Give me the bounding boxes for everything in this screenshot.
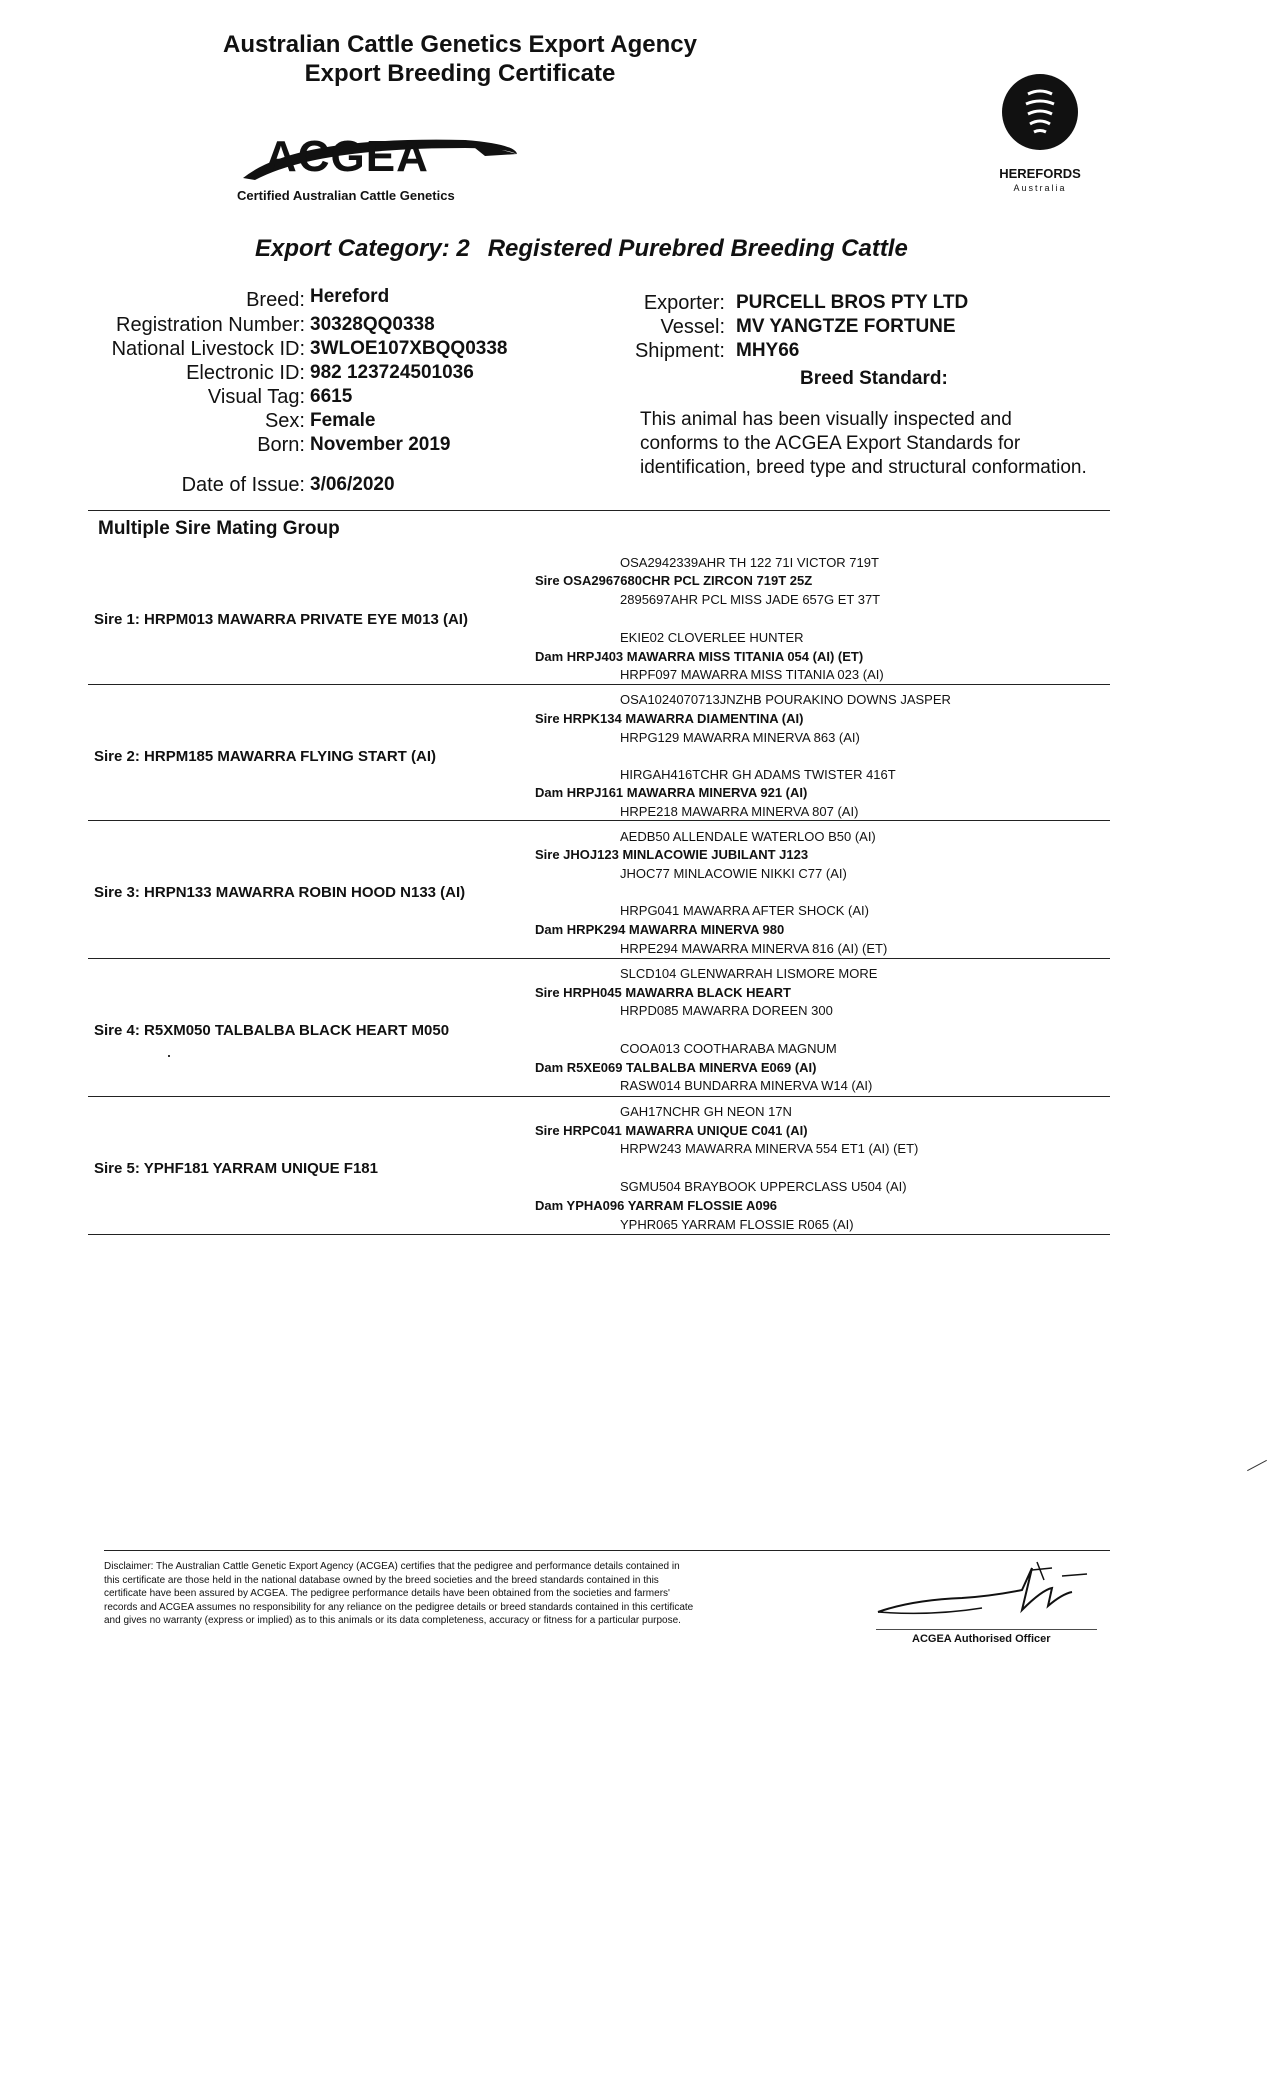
pedigree-dam-sire: SGMU504 BRAYBOOK UPPERCLASS U504 (AI)	[620, 1179, 907, 1194]
breed-standard-heading: Breed Standard:	[800, 368, 948, 389]
category-label: Export Category: 2	[255, 235, 470, 262]
pedigree-dam: Dam HRPJ403 MAWARRA MISS TITANIA 054 (AI) (ET)	[535, 649, 864, 664]
pedigree-sire-sire-dam: 2895697AHR PCL MISS JADE 657G ET 37T	[620, 592, 881, 607]
pedigree-sire-sire-sire: OSA2942339AHR TH 122 71I VICTOR 719T	[620, 555, 879, 570]
statement-line: This animal has been visually inspected and	[640, 409, 1012, 430]
agency-name: Australian Cattle Genetics Export Agency	[223, 31, 697, 58]
pedigree-sire-sire: Sire JHOJ123 MINLACOWIE JUBILANT J123	[535, 847, 809, 862]
category-description: Registered Purebred Breeding Cattle	[487, 235, 908, 262]
pedigree-sire-sire: Sire HRPC041 MAWARRA UNIQUE C041 (AI)	[535, 1123, 808, 1138]
disclaimer-line: records and ACGEA assumes no responsibility for any reliance on the pedigree details or breed standards contained in this certificate	[104, 1601, 694, 1613]
shipment-label: Shipment:	[634, 340, 725, 362]
sire-divider	[88, 958, 1110, 959]
pedigree-sire-sire-sire: SLCD104 GLENWARRAH LISMORE MORE	[620, 966, 878, 981]
disclaimer-line: Disclaimer: The Australian Cattle Genetic Export Agency (ACGEA) certifies that the pedigree and performance details contained in	[104, 1561, 680, 1572]
nlis-label: National Livestock ID:	[111, 338, 305, 360]
pedigree-dam-sire: EKIE02 CLOVERLEE HUNTER	[620, 630, 804, 645]
statement-line: identification, breed type and structural conformation.	[640, 457, 1087, 478]
authorised-officer-label: ACGEA Authorised Officer	[912, 1633, 1051, 1645]
herefords-country: Australia	[1013, 183, 1067, 193]
pedigree-dam: Dam YPHA096 YARRAM FLOSSIE A096	[535, 1198, 778, 1213]
pedigree-sire-sire-sire: GAH17NCHR GH NEON 17N	[620, 1104, 792, 1119]
vessel-value: MV YANGTZE FORTUNE	[736, 316, 956, 337]
sire-3-label: Sire 3: HRPN133 MAWARRA ROBIN HOOD N133 (AI)	[94, 884, 466, 901]
mating-group-title: Multiple Sire Mating Group	[98, 518, 340, 539]
pedigree-dam-sire: COOA013 COOTHARABA MAGNUM	[620, 1041, 837, 1056]
pedigree-dam-dam: HRPE218 MAWARRA MINERVA 807 (AI)	[620, 804, 859, 819]
disclaimer	[104, 1560, 849, 1628]
sex-value: Female	[310, 410, 376, 431]
acgea-logo-text: ACGEA	[265, 132, 429, 181]
visual-tag-value: 6615	[310, 386, 353, 407]
pedigree-sire-sire: Sire HRPK134 MAWARRA DIAMENTINA (AI)	[535, 711, 804, 726]
acgea-tagline: Certified Australian Cattle Genetics	[237, 188, 455, 203]
pedigree-sire-sire-dam: HRPW243 MAWARRA MINERVA 554 ET1 (AI) (ET)	[620, 1141, 919, 1156]
pedigree-sire-sire-dam: HRPD085 MAWARRA DOREEN 300	[620, 1003, 833, 1018]
eid-label: Electronic ID:	[186, 362, 305, 384]
pedigree-dam-dam: YPHR065 YARRAM FLOSSIE R065 (AI)	[620, 1217, 854, 1232]
agency-title	[210, 30, 710, 88]
pedigree-dam-dam: HRPF097 MAWARRA MISS TITANIA 023 (AI)	[620, 667, 884, 682]
pedigree-dam-sire: HIRGAH416TCHR GH ADAMS TWISTER 416T	[620, 767, 896, 782]
disclaimer-line: certificate have been assured by ACGEA. The pedigree performance details have been obtained from the societies and farmers'	[104, 1588, 670, 1599]
registration-label: Registration Number:	[116, 314, 305, 336]
certificate-title: Export Breeding Certificate	[304, 60, 616, 87]
sire-divider	[88, 1096, 1110, 1097]
breed-standard-statement	[640, 408, 1160, 480]
pedigree-dam: Dam HRPJ161 MAWARRA MINERVA 921 (AI)	[535, 785, 808, 800]
pedigree-dam-sire: HRPG041 MAWARRA AFTER SHOCK (AI)	[620, 903, 869, 918]
eid-value: 982 123724501036	[310, 362, 474, 383]
pedigree-sire-sire: Sire OSA2967680CHR PCL ZIRCON 719T 25Z	[535, 573, 813, 588]
sire-5-label: Sire 5: YPHF181 YARRAM UNIQUE F181	[94, 1160, 378, 1177]
sire-divider	[88, 684, 1110, 685]
pedigree-sire-sire-sire: AEDB50 ALLENDALE WATERLOO B50 (AI)	[620, 829, 876, 844]
section-divider	[88, 510, 1110, 511]
sire-divider	[88, 1234, 1110, 1235]
shipment-value: MHY66	[736, 340, 800, 361]
sex-label: Sex:	[264, 410, 305, 432]
officer-signature	[872, 1550, 1102, 1630]
vessel-label: Vessel:	[660, 316, 725, 338]
pedigree-sire-sire: Sire HRPH045 MAWARRA BLACK HEART	[535, 985, 791, 1000]
exporter-label: Exporter:	[643, 292, 725, 314]
breed-label: Breed:	[246, 289, 305, 311]
herefords-logo-icon	[1002, 74, 1078, 150]
pedigree-dam-dam: HRPE294 MAWARRA MINERVA 816 (AI) (ET)	[620, 941, 888, 956]
issue-date-value: 3/06/2020	[310, 474, 395, 495]
pedigree-sire-sire-sire: OSA1024070713JNZHB POURAKINO DOWNS JASPER	[620, 692, 951, 707]
disclaimer-line: and gives no warranty (express or implied) as to this animals or its data completeness, accuracy or fitness for a particular purpose.	[104, 1615, 681, 1626]
sire-1-label: Sire 1: HRPM013 MAWARRA PRIVATE EYE M013 (AI)	[94, 611, 468, 628]
pedigree-dam: Dam HRPK294 MAWARRA MINERVA 980	[535, 922, 785, 937]
breed-value: Hereford	[310, 286, 390, 307]
nlis-value: 3WLOE107XBQQ0338	[310, 338, 508, 359]
pedigree-dam-dam: RASW014 BUNDARRA MINERVA W14 (AI)	[620, 1078, 873, 1093]
sire-2-label: Sire 2: HRPM185 MAWARRA FLYING START (AI)	[94, 748, 436, 765]
sire-4-label: Sire 4: R5XM050 TALBALBA BLACK HEART M050	[94, 1022, 450, 1039]
pedigree-sire-sire-dam: JHOC77 MINLACOWIE NIKKI C77 (AI)	[620, 866, 847, 881]
pedigree-dam: Dam R5XE069 TALBALBA MINERVA E069 (AI)	[535, 1060, 817, 1075]
sire-divider	[88, 820, 1110, 821]
issue-date-label: Date of Issue:	[181, 474, 305, 496]
scan-mark	[1247, 1460, 1267, 1471]
disclaimer-line: this certificate are those held in the national database owned by the breed societies and the breed standards contained in this	[104, 1574, 659, 1586]
pedigree-sire-sire-dam: HRPG129 MAWARRA MINERVA 863 (AI)	[620, 730, 860, 745]
born-label: Born:	[257, 434, 305, 456]
registration-value: 30328QQ0338	[310, 314, 435, 335]
export-category	[255, 235, 926, 263]
visual-tag-label: Visual Tag:	[207, 386, 305, 408]
scan-mark	[168, 1055, 170, 1057]
born-value: November 2019	[310, 434, 451, 455]
herefords-name: HEREFORDS	[999, 166, 1081, 181]
exporter-value: PURCELL BROS PTY LTD	[736, 292, 969, 313]
statement-line: conforms to the ACGEA Export Standards for	[640, 433, 1021, 454]
